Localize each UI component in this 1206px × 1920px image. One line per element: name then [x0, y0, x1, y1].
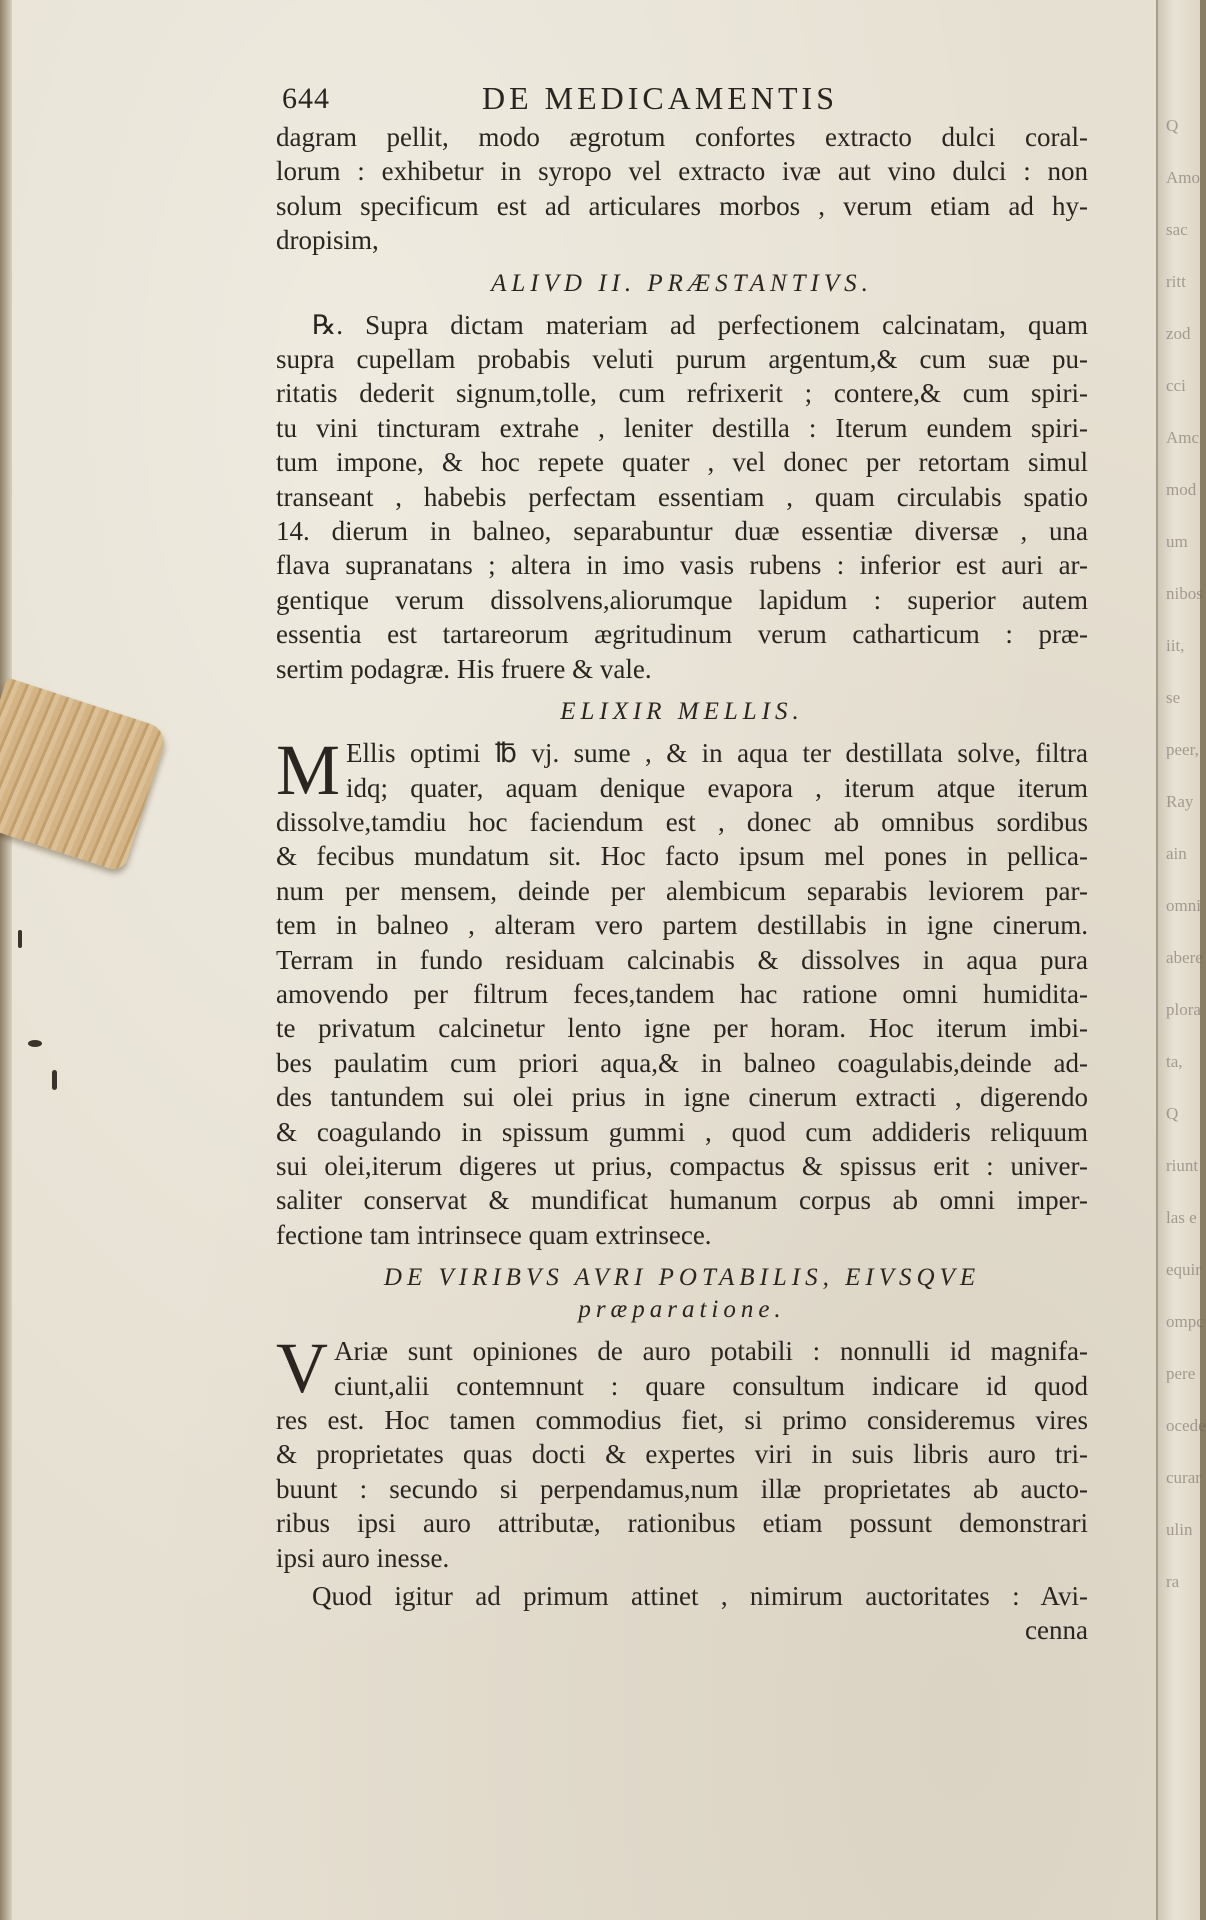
text-line: supra cupellam probabis veluti purum argentum,& cum suæ pu-: [276, 344, 1088, 375]
facing-page-text-fragment: riunt: [1166, 1156, 1199, 1175]
facing-page-edge: [1156, 0, 1206, 1920]
text-block: [276, 78, 1088, 1647]
paragraph-quod-igitur: [276, 1579, 1088, 1613]
text-line: lorum : exhibetur in syropo vel extracto ivæ aut vino dulci : non: [276, 156, 1088, 187]
facing-page-text-fragment: ompc: [1166, 1312, 1204, 1331]
text-line: bes paulatim cum priori aqua,& in balneo coagulabis,deinde ad-: [276, 1047, 1088, 1078]
text-line: tum impone, & hoc repete quater , vel donec per retortam simul: [276, 447, 1088, 478]
facing-page-text-fragment: sac: [1166, 220, 1188, 239]
text-line: ritatis dederit signum,tolle, cum refrixerit ; contere,& cum spiri-: [276, 378, 1088, 409]
facing-page-text-fragment: equir: [1166, 1260, 1201, 1279]
facing-page-text-fragment: se: [1166, 688, 1181, 707]
ink-speck: [18, 930, 22, 948]
text-line: ribus ipsi auro attributæ, rationibus etiam possunt demonstrari: [276, 1508, 1088, 1539]
ink-speck: [28, 1040, 42, 1047]
running-head: DE MEDICAMENTIS: [482, 80, 838, 116]
text-line: Ellis optimi ℔ vj. sume , & in aqua ter destillata solve, filtra: [346, 738, 1088, 769]
heading-line: ELIXIR MELLIS.: [560, 698, 804, 726]
facing-page-text-fragment: curar: [1166, 1468, 1201, 1487]
catchword: cenna: [1025, 1615, 1088, 1646]
heading-line: præparatione.: [578, 1296, 786, 1324]
ink-speck: [52, 1070, 57, 1090]
text-line: Quod igitur ad primum attinet , nimirum auctoritates : Avi-: [312, 1581, 1088, 1612]
facing-page-text-fragment: Amo: [1166, 168, 1200, 187]
text-line: res est. Hoc tamen commodius fiet, si primo consideremus vires: [276, 1405, 1088, 1435]
text-line: transeant , habebis perfectam essentiam , quam circulabis spatio: [276, 481, 1088, 512]
text-line: tu vini tincturam extrahe , leniter destilla : Iterum eundem spiri-: [276, 412, 1088, 443]
text-line: 14. dierum in balneo, separabuntur duæ essentiæ diversæ , una: [276, 516, 1088, 547]
text-line: ipsi auro inesse.: [276, 1542, 450, 1573]
facing-page-text-fragment: iit,: [1166, 636, 1185, 655]
facing-page-text-fragment: um: [1166, 532, 1188, 551]
paragraph-elixir: [276, 730, 1088, 1252]
text-line: dropisim,: [276, 225, 379, 256]
text-line: num per mensem, deinde per alembicum separabis leviorem par-: [276, 875, 1088, 906]
text-line: Terram in fundo residuam calcinabis & dissolves in aqua pura: [276, 944, 1088, 975]
page-number: 644: [282, 82, 330, 115]
facing-page-text-fragment: Ray: [1166, 792, 1194, 811]
text-line: & proprietates quas docti & expertes viri in suis libris auro tri-: [276, 1439, 1088, 1470]
text-line: fectione tam intrinsece quam extrinsece.: [276, 1219, 712, 1250]
facing-page-text-fragment: Q: [1166, 1104, 1179, 1123]
facing-page-text-fragment: pere: [1166, 1364, 1196, 1383]
text-line: ℞. Supra dictam materiam ad perfectionem calcinatam, quam: [312, 309, 1088, 340]
text-line: essentia est tartareorum ægritudinum verum catharticum : præ-: [276, 619, 1088, 650]
facing-page-text-fragment: ta,: [1166, 1052, 1183, 1071]
paragraph-aliud: [276, 308, 1088, 686]
section-heading-elixir: [276, 696, 1088, 728]
section-heading-aliud: [276, 268, 1088, 300]
page-header: [276, 78, 1088, 120]
paragraph-continuation: [276, 120, 1088, 258]
page-gutter-edge: [0, 0, 12, 1920]
facing-page-text-fragment: zod: [1166, 324, 1191, 343]
facing-page-text-fragment: ocede: [1166, 1416, 1206, 1435]
text-line: buunt : secundo si perpendamus,num illæ proprietates ab aucto-: [276, 1473, 1088, 1504]
facing-page-text-fragment: omni: [1166, 896, 1201, 915]
text-line: saliter conservat & mundificat humanum corpus ab omni imper-: [276, 1185, 1088, 1216]
facing-page-text-fragment: mod: [1166, 480, 1197, 499]
text-line: flava supranatans ; altera in imo vasis rubens : inferior est auri ar-: [276, 550, 1088, 581]
text-line: sui olei,iterum digeres ut prius, compactus & spissus erit : univer-: [276, 1150, 1088, 1181]
text-line: ciunt,alii contemnunt : quare consultum indicare id quod: [334, 1370, 1088, 1401]
text-line: dagram pellit, modo ægrotum confortes extracto dulci coral-: [276, 122, 1088, 152]
text-line: idq; quater, aquam denique evapora , iterum atque iterum: [346, 772, 1088, 803]
facing-page-text-fragment: nibos: [1166, 584, 1203, 603]
text-line: Ariæ sunt opiniones de auro potabili : nonnulli id magnifa-: [334, 1336, 1088, 1367]
text-line: solum specificum est ad articulares morbos , verum etiam ad hy-: [276, 190, 1088, 221]
text-line: te privatum calcinetur lento igne per horam. Hoc iterum imbi-: [276, 1013, 1088, 1044]
facing-page-text-fragment: Q: [1166, 116, 1179, 135]
text-line: & fecibus mundatum sit. Hoc facto ipsum mel pones in pellica-: [276, 841, 1088, 872]
drop-cap: V: [276, 1328, 328, 1409]
facing-page-text-fragment: ulin: [1166, 1520, 1193, 1539]
text-line: tem in balneo , alteram vero partem destillabis in igne cinerum.: [276, 910, 1088, 941]
text-line: & coagulando in spissum gummi , quod cum addideris reliquum: [276, 1116, 1088, 1147]
text-line: amovendo per filtrum feces,tandem hac ratione omni humidita-: [276, 978, 1088, 1009]
facing-page-text-fragment: abere: [1166, 948, 1203, 967]
text-line: gentique verum dissolvens,aliorumque lapidum : superior autem: [276, 584, 1088, 615]
text-line: dissolve,tamdiu hoc faciendum est , donec ab omnibus sordibus: [276, 806, 1088, 837]
text-line: sertim podagræ. His fruere & vale.: [276, 653, 652, 684]
drop-cap: M: [276, 730, 341, 811]
section-heading-auri-potabilis: [276, 1262, 1088, 1326]
text-line: des tantundem sui olei prius in igne cinerum extracti , digerendo: [276, 1082, 1088, 1113]
facing-page-text-fragment: Amc: [1166, 428, 1200, 447]
facing-page-text-fragment: ritt: [1166, 272, 1186, 291]
wooden-bookmark: [0, 677, 169, 872]
paragraph-auri-potabilis: [276, 1328, 1088, 1575]
facing-page-text-fragment: peer,: [1166, 740, 1199, 759]
heading-line: DE VIRIBVS AVRI POTABILIS, EIVSQVE: [383, 1264, 981, 1292]
facing-page-text-fragment: ain: [1166, 844, 1187, 863]
facing-page-text-fragment: ra: [1166, 1572, 1180, 1591]
facing-page-text-fragment: plora: [1166, 1000, 1201, 1019]
facing-page-text-fragment: cci: [1166, 376, 1186, 395]
facing-page-text-fragment: las e: [1166, 1208, 1197, 1227]
heading-line: ALIVD II. PRÆSTANTIVS.: [491, 269, 873, 297]
